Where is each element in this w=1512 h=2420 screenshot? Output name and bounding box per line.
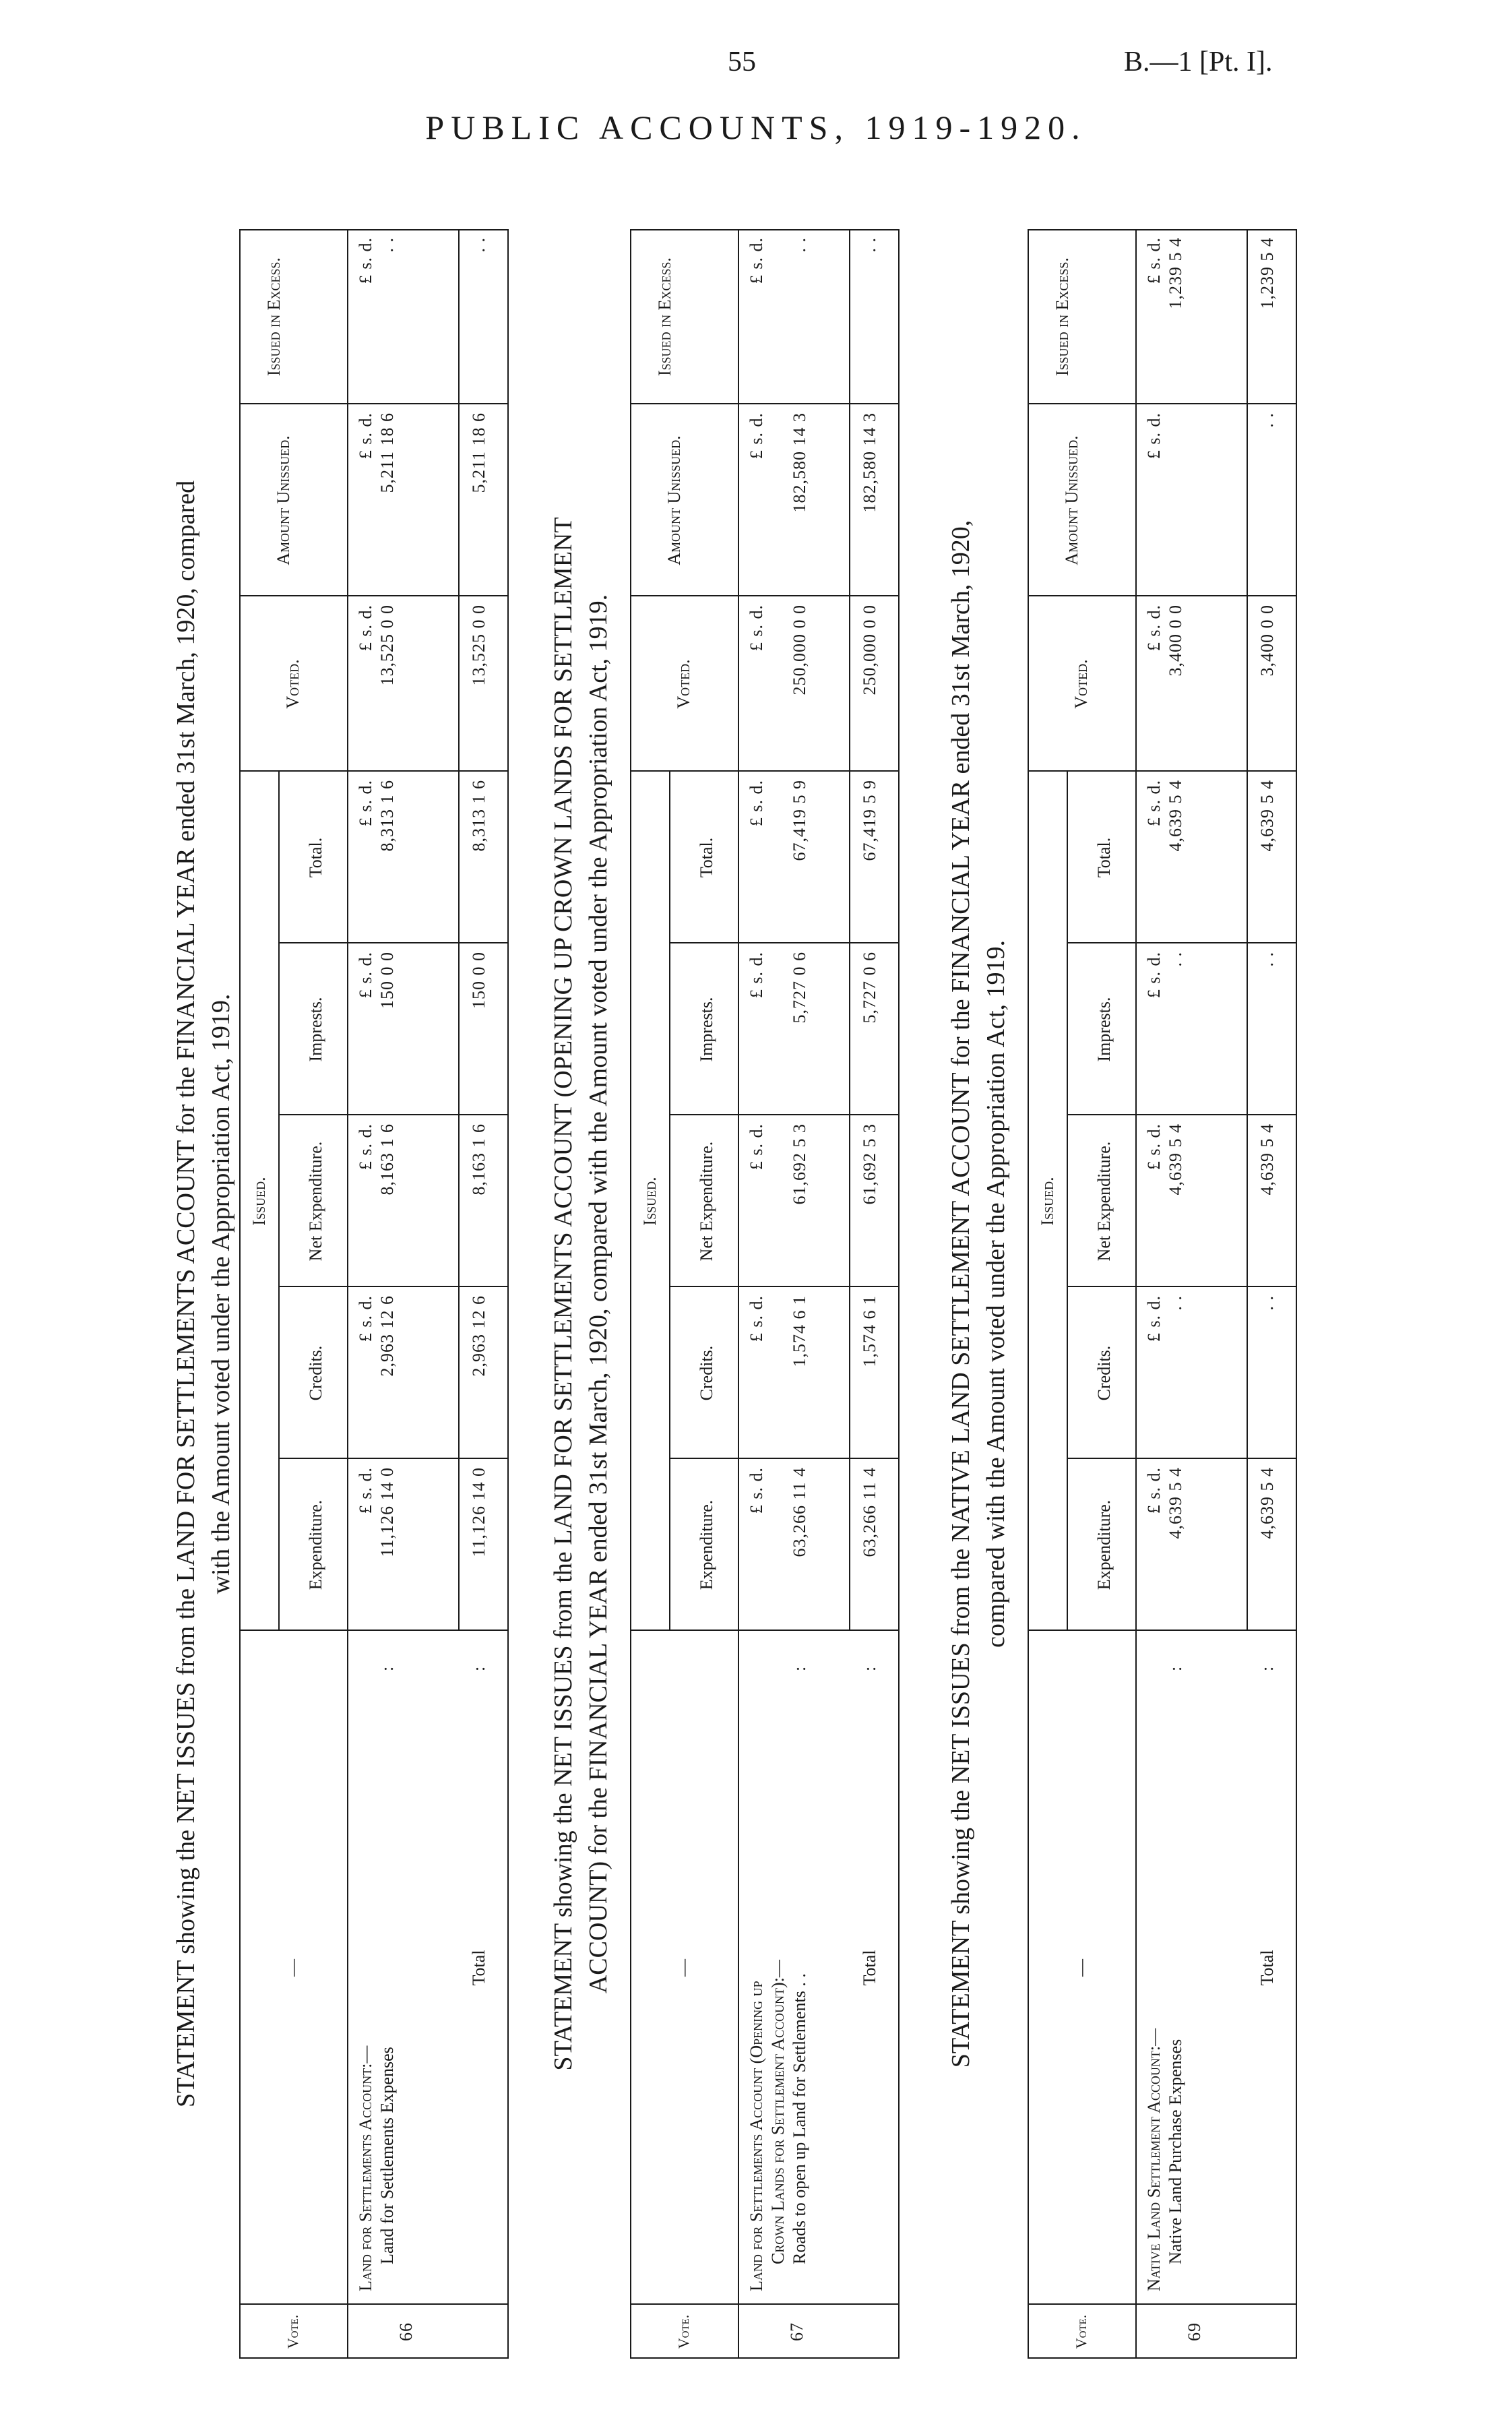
imprests-value: 150 0 0 — [377, 952, 397, 1009]
unissued-total: 5,211 18 6 — [469, 412, 489, 493]
lsd-unit: £ s. d. — [747, 1295, 766, 1342]
net-total: 61,692 5 3 — [860, 1123, 879, 1205]
excess-value: . . — [790, 237, 809, 253]
expenditure-header: Expenditure. — [1094, 1499, 1114, 1590]
unissued-total: . . — [1257, 412, 1277, 428]
excess-value: . . — [377, 237, 397, 253]
statement-title-line1: STATEMENT showing the NET ISSUES from the LAND FOR SETTLEMENTS ACCOUNT for the FINANCIAL YEAR ended 31st March, 1920, compared — [172, 480, 200, 2108]
vote-header: Vote. — [284, 2314, 301, 2349]
issued-rule — [669, 772, 670, 1631]
net-total: 4,639 5 4 — [1257, 1123, 1277, 1196]
credits-total: 1,574 6 1 — [860, 1295, 879, 1367]
total-leader: : — [1257, 1666, 1277, 1671]
expenditure-total: 4,639 5 4 — [1257, 1467, 1277, 1539]
expenditure-value: 4,639 5 4 — [1166, 1467, 1185, 1539]
particulars-header: — — [1071, 1959, 1091, 1977]
imprests-total: 150 0 0 — [469, 952, 489, 1009]
particulars-header: — — [283, 1959, 303, 1977]
lsd-unit: £ s. d. — [747, 1467, 766, 1514]
imprests-value: . . — [1166, 952, 1185, 967]
lsd-unit: £ s. d. — [1144, 604, 1164, 652]
issued-in-excess-header: Issued in Excess. — [264, 257, 284, 377]
credits-value: . . — [1166, 1295, 1185, 1311]
statement-title-line2: compared with the Amount voted under the Appropriation Act, 1919. — [982, 939, 1010, 1648]
expenditure-header: Expenditure. — [306, 1499, 325, 1590]
header-rule — [1135, 229, 1137, 2359]
imprests-header: Imprests. — [1094, 997, 1114, 1062]
credits-header: Credits. — [697, 1345, 716, 1401]
lsd-unit: £ s. d. — [747, 412, 766, 460]
lsd-unit: £ s. d. — [1144, 412, 1164, 460]
vote-number: 67 — [787, 2322, 807, 2341]
total-total: 8,313 1 6 — [469, 780, 489, 852]
expenditure-value: 11,126 14 0 — [377, 1467, 397, 1557]
issued-header: Issued. — [1038, 1177, 1057, 1226]
lsd-unit: £ s. d. — [1144, 237, 1164, 284]
voted-value: 13,525 0 0 — [377, 604, 397, 686]
column-rule — [630, 595, 900, 596]
column-rule — [1028, 403, 1297, 404]
total-total: 67,419 5 9 — [860, 780, 879, 861]
expenditure-header: Expenditure. — [697, 1499, 716, 1590]
lsd-unit: £ s. d. — [356, 952, 375, 999]
total-total: 4,639 5 4 — [1257, 780, 1277, 852]
column-rule — [630, 770, 900, 772]
particulars-header: — — [674, 1959, 693, 1977]
lsd-unit: £ s. d. — [356, 412, 375, 460]
net-value: 8,163 1 6 — [377, 1123, 397, 1196]
column-rule — [239, 595, 509, 596]
excess-total: 1,239 5 4 — [1257, 237, 1277, 309]
lsd-unit: £ s. d. — [1144, 780, 1164, 827]
amount-unissued-header: Amount Unissued. — [274, 435, 293, 565]
issued-in-excess-header: Issued in Excess. — [655, 257, 674, 377]
expenditure-total: 63,266 11 4 — [860, 1467, 879, 1557]
expenditure-value: 63,266 11 4 — [790, 1467, 809, 1557]
amount-unissued-header: Amount Unissued. — [664, 435, 684, 565]
page-number: 55 — [728, 46, 756, 77]
column-rule — [239, 403, 509, 404]
statement-title-line2: with the Amount voted under the Appropriation Act, 1919. — [207, 993, 235, 1594]
total-leader: : — [860, 1666, 879, 1671]
credits-total: . . — [1257, 1295, 1277, 1311]
total-label: Total — [1257, 1950, 1277, 1986]
unissued-total: 182,580 14 3 — [860, 412, 879, 513]
amount-unissued-header: Amount Unissued. — [1062, 435, 1081, 565]
total-label: Total — [860, 1950, 879, 1986]
voted-header: Voted. — [283, 659, 303, 709]
item-leader: : — [377, 1666, 397, 1671]
credits-header: Credits. — [1094, 1345, 1114, 1401]
voted-total: 13,525 0 0 — [469, 604, 489, 686]
issued-header: Issued. — [249, 1177, 269, 1226]
credits-total: 2,963 12 6 — [469, 1295, 489, 1377]
lsd-unit: £ s. d. — [1144, 1295, 1164, 1342]
imprests-total: 5,727 0 6 — [860, 952, 879, 1024]
imprests-value: 5,727 0 6 — [790, 952, 809, 1024]
voted-value: 250,000 0 0 — [790, 604, 809, 695]
net-value: 4,639 5 4 — [1166, 1123, 1185, 1196]
voted-value: 3,400 0 0 — [1166, 604, 1185, 677]
total-header: Total. — [1094, 837, 1114, 878]
issued-in-excess-header: Issued in Excess. — [1052, 257, 1072, 377]
net_expenditure-header: Net Expenditure. — [306, 1141, 325, 1262]
issued-rule — [278, 772, 280, 1631]
lsd-unit: £ s. d. — [356, 237, 375, 284]
account-heading: Native Land Settlement Account:— — [1144, 2028, 1164, 2291]
net_expenditure-header: Net Expenditure. — [1094, 1141, 1114, 1262]
statement-table — [239, 229, 509, 2359]
total-rule — [1247, 229, 1248, 1631]
lsd-unit: £ s. d. — [747, 1123, 766, 1171]
excess-total: . . — [860, 237, 879, 253]
statement-table — [630, 229, 900, 2359]
page-title: PUBLIC ACCOUNTS, 1919-1920. — [425, 108, 1087, 146]
unissued-value: 5,211 18 6 — [377, 412, 397, 493]
statement-3 — [943, 229, 1321, 2359]
item-leader: : — [1166, 1666, 1185, 1671]
total-rule — [458, 229, 460, 1631]
expenditure-total: 11,126 14 0 — [469, 1467, 489, 1557]
total-header: Total. — [306, 837, 325, 878]
lsd-unit: £ s. d. — [747, 237, 766, 284]
account-heading: Land for Settlements Account (Opening up — [747, 1981, 766, 2291]
net-value: 61,692 5 3 — [790, 1123, 809, 1205]
lsd-unit: £ s. d. — [747, 952, 766, 999]
item-label: Native Land Purchase Expenses — [1166, 2039, 1185, 2264]
voted-total: 3,400 0 0 — [1257, 604, 1277, 677]
excess-value: 1,239 5 4 — [1166, 237, 1185, 309]
column-rule — [1028, 770, 1297, 772]
column-rule — [1028, 595, 1297, 596]
vote-header: Vote. — [675, 2314, 692, 2349]
issued-header: Issued. — [640, 1177, 660, 1226]
total-leader: : — [469, 1666, 489, 1671]
column-rule — [630, 403, 900, 404]
page-reference: B.—1 [Pt. I]. — [1124, 46, 1273, 77]
item-leader: : — [790, 1666, 809, 1671]
statement-table — [1028, 229, 1297, 2359]
total-value: 67,419 5 9 — [790, 780, 809, 861]
rotated-statements — [168, 229, 1314, 2359]
account-heading-2: Crown Lands for Settlement Account):— — [768, 1960, 788, 2264]
item-label: Roads to open up Land for Settlements . . — [790, 1973, 809, 2264]
account-heading: Land for Settlements Account:— — [356, 2045, 375, 2291]
voted-header: Voted. — [1071, 659, 1091, 709]
total-rule — [849, 229, 850, 1631]
statement-2 — [546, 229, 923, 2359]
credits-value: 2,963 12 6 — [377, 1295, 397, 1377]
header-rule — [347, 229, 348, 2359]
statement-title-line1: STATEMENT showing the NET ISSUES from the LAND FOR SETTLEMENTS ACCOUNT (OPENING UP CROWN LANDS FOR SETTLEMENT — [549, 517, 577, 2071]
excess-total: . . — [469, 237, 489, 253]
item-label: Land for Settlements Expenses — [377, 2047, 397, 2264]
lsd-unit: £ s. d. — [356, 1467, 375, 1514]
statement-title-line2: ACCOUNT) for the FINANCIAL YEAR ended 31st March, 1920, compared with the Amount voted under the Appropriation Act, 1919. — [584, 594, 612, 1994]
imprests-header: Imprests. — [306, 997, 325, 1062]
voted-total: 250,000 0 0 — [860, 604, 879, 695]
voted-header: Voted. — [674, 659, 693, 709]
net_expenditure-header: Net Expenditure. — [697, 1141, 716, 1262]
lsd-unit: £ s. d. — [356, 1123, 375, 1171]
lsd-unit: £ s. d. — [356, 604, 375, 652]
total-value: 8,313 1 6 — [377, 780, 397, 852]
vote-number: 69 — [1185, 2322, 1204, 2341]
total-header: Total. — [697, 837, 716, 878]
total-value: 4,639 5 4 — [1166, 780, 1185, 852]
net-total: 8,163 1 6 — [469, 1123, 489, 1196]
imprests-total: . . — [1257, 952, 1277, 967]
lsd-unit: £ s. d. — [1144, 952, 1164, 999]
vote-number: 66 — [396, 2322, 416, 2341]
unissued-value: 182,580 14 3 — [790, 412, 809, 513]
issued-rule — [1067, 772, 1068, 1631]
lsd-unit: £ s. d. — [356, 1295, 375, 1342]
imprests-header: Imprests. — [697, 997, 716, 1062]
statement-title-line1: STATEMENT showing the NET ISSUES from the NATIVE LAND SETTLEMENT ACCOUNT for the FINANCIAL YEAR ended 31st March, 1920, — [947, 520, 975, 2068]
lsd-unit: £ s. d. — [356, 780, 375, 827]
lsd-unit: £ s. d. — [747, 780, 766, 827]
column-rule — [239, 770, 509, 772]
credits-value: 1,574 6 1 — [790, 1295, 809, 1367]
lsd-unit: £ s. d. — [747, 604, 766, 652]
statement-1 — [168, 229, 546, 2359]
vote-header: Vote. — [1073, 2314, 1090, 2349]
header-rule — [738, 229, 739, 2359]
credits-header: Credits. — [306, 1345, 325, 1401]
lsd-unit: £ s. d. — [1144, 1467, 1164, 1514]
lsd-unit: £ s. d. — [1144, 1123, 1164, 1171]
total-label: Total — [469, 1950, 489, 1986]
